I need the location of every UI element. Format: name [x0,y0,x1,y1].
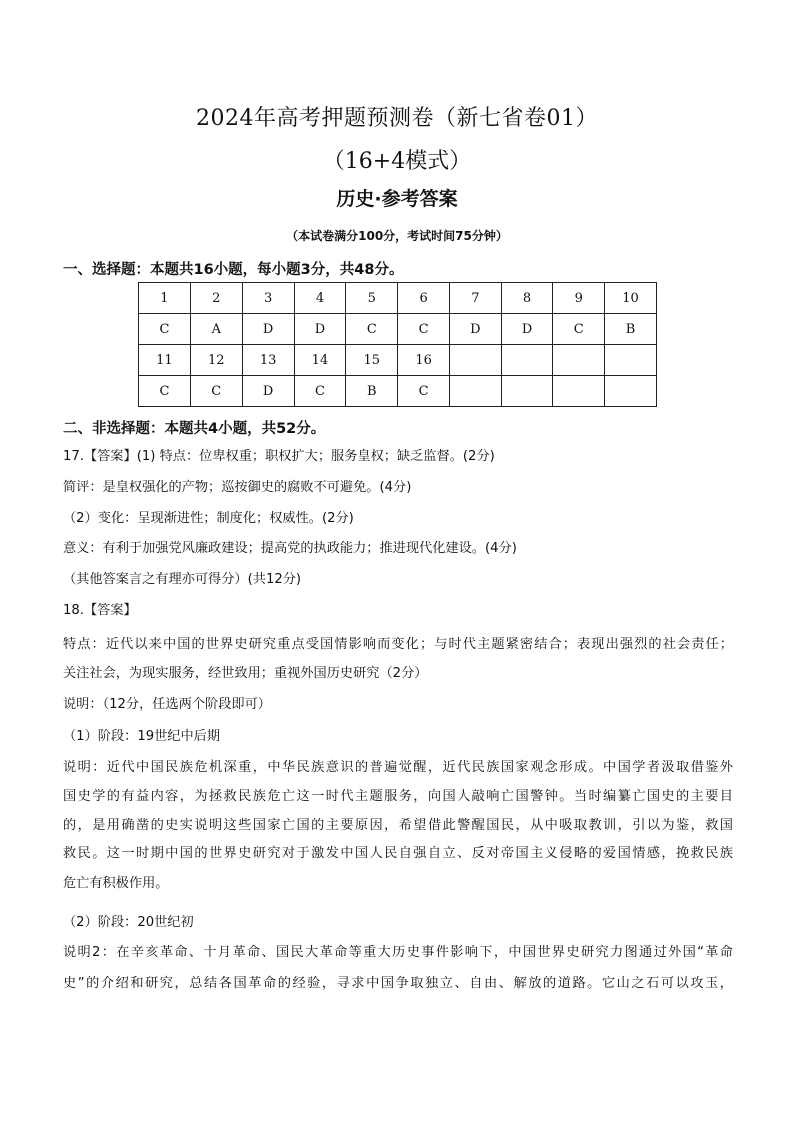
table-cell [605,376,657,407]
table-row [139,345,657,376]
table-cell: C [398,314,450,345]
table-cell: B [346,376,398,407]
page-subtitle: （16+4模式） [322,149,472,174]
answer-table [138,282,657,407]
table-cell: C [398,376,450,407]
table-cell: C [190,376,242,407]
subject-heading: 历史·参考答案 [336,188,458,210]
answer-line: 简评：是皇权强化的产物；巡按御史的腐败不可避免。(4分) [63,480,412,495]
table-cell: 16 [398,345,450,376]
table-cell: B [605,314,657,345]
answer-line: 18.【答案】 [63,603,137,618]
answer-line: （2）变化：呈现渐进性；制度化；权威性。(2分) [63,511,354,526]
table-cell: D [242,314,294,345]
answer-line: 说明：近代中国民族危机深重，中华民族意识的普遍觉醒，近代民族国家观念形成。中国学者汲取借鉴外 [63,760,733,775]
table-cell: C [553,314,605,345]
table-row [139,314,657,345]
table-cell: 1 [139,283,191,314]
table-cell: 6 [398,283,450,314]
table-cell: 4 [294,283,346,314]
table-cell: 10 [605,283,657,314]
answer-line: （其他答案言之有理亦可得分）(共12分) [63,572,302,587]
table-cell: 3 [242,283,294,314]
section1-heading: 一、选择题：本题共16小题，每小题3分，共48分。 [63,262,404,278]
table-cell: 14 [294,345,346,376]
table-cell: D [242,376,294,407]
table-cell: C [294,376,346,407]
table-cell: C [139,314,191,345]
table-cell: 7 [450,283,502,314]
table-cell: C [346,314,398,345]
answer-line: 危亡有积极作用。 [63,876,169,891]
answer-line: 救民。这一时期中国的世界史研究对于激发中国人民自强自立、反对帝国主义侵略的爱国情感，挽救民族 [63,846,733,861]
table-cell [605,345,657,376]
answer-line: 史”的介绍和研究，总结各国革命的经验，寻求中国争取独立、自由、解放的道路。它山之石可以攻玉， [63,976,733,991]
table-cell [450,376,502,407]
table-cell: 5 [346,283,398,314]
table-cell: 8 [501,283,553,314]
table-cell [501,376,553,407]
table-cell: 9 [553,283,605,314]
table-row [139,283,657,314]
table-cell: 2 [190,283,242,314]
table-cell [501,345,553,376]
answer-line: 17.【答案】(1) 特点：位卑权重；职权扩大；服务皇权；缺乏监督。(2分) [63,449,495,464]
answer-line: 国史学的有益内容，为拯救民族危亡这一时代主题服务，向国人敲响亡国警钟。当时编纂亡国史的主要目 [63,789,733,804]
table-cell: 11 [139,345,191,376]
table-row [139,376,657,407]
table-cell [450,345,502,376]
answer-line: 特点：近代以来中国的世界史研究重点受国情影响而变化；与时代主题紧密结合；表现出强烈的社会责任； [63,637,733,652]
table-cell [553,345,605,376]
table-cell: C [139,376,191,407]
exam-note: （本试卷满分100分，考试时间75分钟） [286,229,508,243]
answer-line: （1）阶段：19世纪中后期 [63,729,221,744]
answer-line: 关注社会，为现实服务，经世致用；重视外国历史研究（2分） [63,666,428,681]
section2-heading: 二、非选择题：本题共4小题，共52分。 [63,421,326,437]
answer-line: 说明：（12分，任选两个阶段即可） [63,697,271,712]
table-cell: D [501,314,553,345]
answer-line: 的，是用确凿的史实说明这些国家亡国的主要原因，希望借此警醒国民，从中吸取教训，引以为鉴，救国 [63,818,733,833]
table-cell: D [294,314,346,345]
answer-line: （2）阶段：20世纪初 [63,915,194,930]
table-cell: 13 [242,345,294,376]
answer-line: 意义：有利于加强党风廉政建设；提高党的执政能力；推进现代化建设。(4分) [63,541,517,556]
answer-line: 说明2：在辛亥革命、十月革命、国民大革命等重大历史事件影响下，中国世界史研究力图通过外国“革命 [63,945,733,960]
table-cell [553,376,605,407]
table-cell: A [190,314,242,345]
table-cell: D [450,314,502,345]
table-cell: 12 [190,345,242,376]
table-cell: 15 [346,345,398,376]
page-title: 2024年高考押题预测卷（新七省卷01） [196,106,598,131]
